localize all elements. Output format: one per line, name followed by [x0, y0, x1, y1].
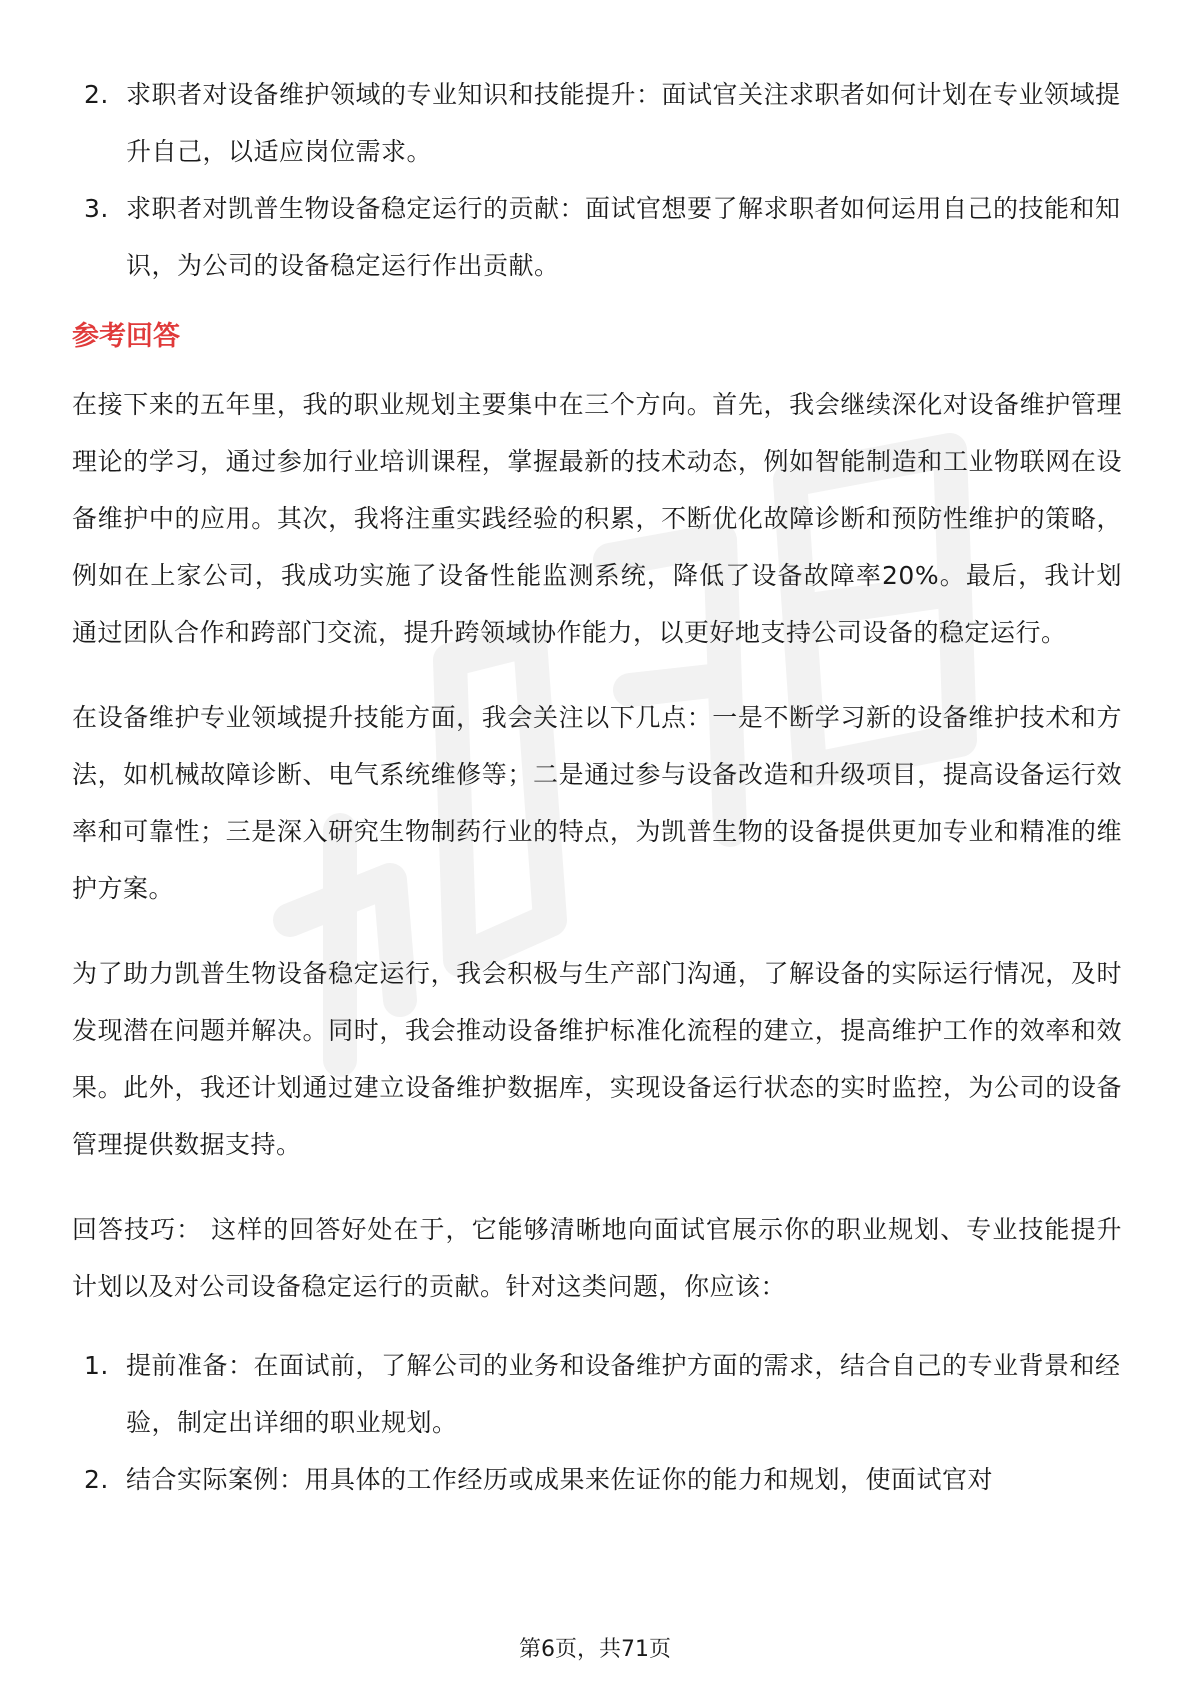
page-content [72, 66, 1122, 1508]
list-item-text: 结合实际案例：用具体的工作经历或成果来佐证你的能力和规划，使面试官对 [126, 1465, 994, 1494]
tips-list [72, 1337, 1122, 1508]
section-heading: 参考回答 [72, 321, 180, 352]
focus-list [72, 66, 1122, 294]
list-item-number: 2. [84, 80, 109, 109]
list-item-number: 1. [84, 1351, 109, 1380]
answer-paragraph: 在接下来的五年里，我的职业规划主要集中在三个方向。首先，我会继续深化对设备维护管理理论的学习，通过参加行业培训课程，掌握最新的技术动态，例如智能制造和工业物联网在设备维护中的应用。其次，我将注重实践经验的积累，不断优化故障诊断和预防性维护的策略，例如在上家公司，我成功实施了设备性能监测系统，降低了设备故障率20%。最后，我计划通过团队合作和跨部门交流，提升跨领域协作能力，以更好地支持公司设备的稳定运行。 [72, 390, 1122, 647]
list-item-text: 求职者对设备维护领域的专业知识和技能提升：面试官关注求职者如何计划在专业领域提升自己，以适应岗位需求。 [126, 80, 1121, 166]
answer-paragraph: 为了助力凯普生物设备稳定运行，我会积极与生产部门沟通，了解设备的实际运行情况，及时发现潜在问题并解决。同时，我会推动设备维护标准化流程的建立，提高维护工作的效率和效果。此外，我还计划通过建立设备维护数据库，实现设备运行状态的实时监控，为公司的设备管理提供数据支持。 [72, 959, 1122, 1159]
page-footer [0, 1632, 1190, 1663]
page-number: 第6页，共71页 [519, 1637, 671, 1662]
list-item [72, 180, 1122, 294]
list-item [72, 1451, 1122, 1508]
list-item-text: 提前准备：在面试前，了解公司的业务和设备维护方面的需求，结合自己的专业背景和经验，制定出详细的职业规划。 [126, 1351, 1121, 1437]
list-item-number: 3. [84, 194, 109, 223]
list-item [72, 1337, 1122, 1451]
list-item-text: 求职者对凯普生物设备稳定运行的贡献：面试官想要了解求职者如何运用自己的技能和知识，为公司的设备稳定运行作出贡献。 [126, 194, 1121, 280]
list-item [72, 66, 1122, 180]
tips-paragraph: 回答技巧： 这样的回答好处在于，它能够清晰地向面试官展示你的职业规划、专业技能提升计划以及对公司设备稳定运行的贡献。针对这类问题，你应该： [72, 1215, 1122, 1301]
answer-paragraph: 在设备维护专业领域提升技能方面，我会关注以下几点：一是不断学习新的设备维护技术和方法，如机械故障诊断、电气系统维修等；二是通过参与设备改造和升级项目，提高设备运行效率和可靠性；三是深入研究生物制药行业的特点，为凯普生物的设备提供更加专业和精准的维护方案。 [72, 703, 1122, 903]
list-item-number: 2. [84, 1465, 109, 1494]
